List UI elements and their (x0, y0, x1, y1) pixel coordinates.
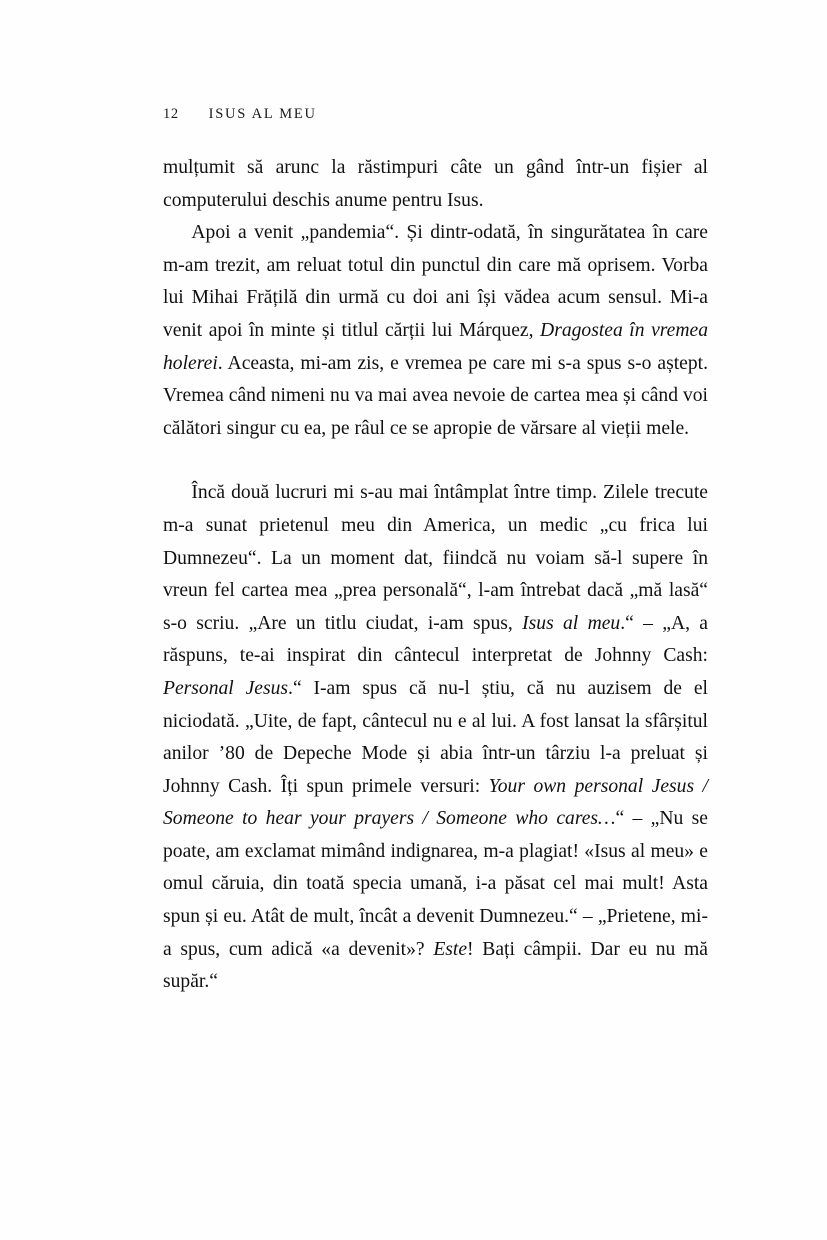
italic-run: Personal Jesus (163, 677, 289, 699)
italic-run: Dragostea în vremea holerei (163, 319, 708, 374)
paragraph (163, 477, 708, 999)
page-header (163, 106, 708, 123)
running-title: ISUS AL MEU (208, 106, 317, 122)
paragraph (163, 152, 708, 217)
text-run: mulțumit să arunc la răstimpuri câte un gând într-un fișier al computerului deschis anume pentru Isus. (163, 157, 708, 211)
text-run: Apoi a venit „pandemia“. Și dintr-odată, în singurătatea în care m-am trezit, am reluat totul din punctul din care mă oprisem. Vorba lui Mihai Frățilă din urmă cu doi ani își vădea acum sensul. Mi-a venit apoi în minte și titlul cărții lui Márquez, (163, 222, 708, 341)
paragraph (163, 217, 708, 445)
text-run: .“ – „A, a răspuns, te-ai inspirat din cântecul interpretat de Johnny Cash: (163, 612, 708, 667)
page-number: 12 (163, 106, 179, 122)
text-run: .“ I-am spus că nu-l știu, că nu auzisem de el niciodată. „Uite, de fapt, cântecul nu e al lui. A fost lansat la sfârșitul anilor ’80 de Depeche Mode și abia într-un târziu l-a preluat și Johnny Cash. Îți spun primele versuri: (163, 677, 708, 797)
italic-run: Your own personal Jesus / Someone to hear your prayers / Someone who cares… (163, 775, 708, 830)
text-run: “ – „Nu se poate, am exclamat mimând indignarea, m-a plagiat! «Isus al meu» e omul căruia, din toată specia umană, i-a păsat cel mai mult! Asta spun și eu. Atât de mult, încât a devenit Dumnezeu.“ – „Prietene, mi-a spus, cum adică «a devenit»? (163, 808, 709, 960)
body-text (163, 152, 708, 999)
text-run: Încă două lucruri mi s-au mai întâmplat între timp. Zilele trecute m-a sunat prietenul meu din America, un medic „cu frica lui Dumnezeu“. La un moment dat, fiindcă nu voiam să-l supere în vreun fel cartea mea „prea personală“, l-am întrebat dacă „mă lasă“ s-o scriu. „Are un titlu ciudat, i-am spus, (163, 482, 708, 634)
text-run: . Aceasta, mi-am zis, e vremea pe care mi s-a spus s-o aștept. Vremea când nimeni nu va mai avea nevoie de cartea mea și când voi călători singur cu ea, pe râul ce se apropie de vărsare al vieții mele. (163, 352, 708, 439)
text-run: ! Bați câmpii. Dar eu nu mă supăr.“ (163, 938, 708, 993)
italic-run: Isus al meu (522, 612, 621, 634)
italic-run: Este (433, 938, 468, 960)
